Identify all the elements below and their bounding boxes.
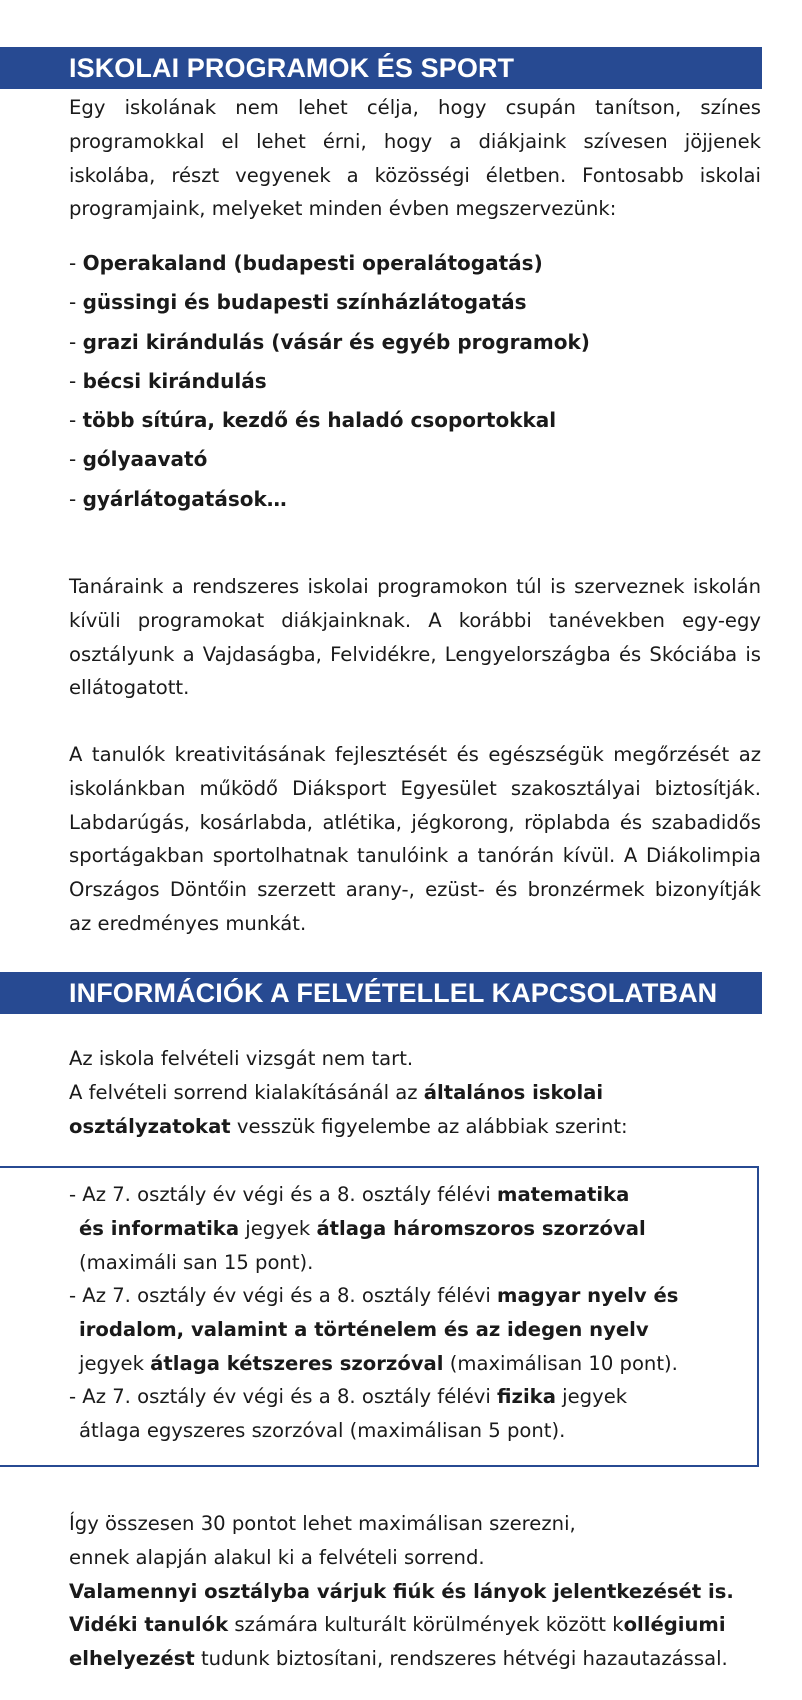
text-run-bold: irodalom, valamint a történelem és az idegen nyelv	[79, 1317, 649, 1341]
list-item	[69, 440, 761, 479]
text-run: - Az 7. osztály év végi és a 8. osztály félévi	[69, 1284, 498, 1307]
intro-paragraph: Egy iskolának nem lehet célja, hogy csupán tanítson, színes programokkal el lehet érni, hogy a diákjaink szívesen jöjjenek iskolába, részt vegyenek a közösségi életben. Fontosabb iskolai programjaink, melyeket minden évben megszervezünk:	[69, 96, 761, 221]
list-item	[69, 244, 761, 283]
text-run-bold: általános iskolai	[423, 1080, 604, 1104]
admission-intro	[69, 1042, 761, 1143]
text-run: tudunk biztosítani, rendszeres hétvégi hazautazással.	[194, 1647, 728, 1671]
text-run: (maximálisan 10 pont).	[443, 1351, 678, 1375]
list-dash: -	[69, 290, 83, 315]
text-run-bold: átlaga kétszeres szorzóval	[150, 1351, 444, 1375]
scoring-rule-1	[69, 1178, 646, 1279]
list-dash: -	[69, 251, 83, 275]
text-run-bold: osztályzatokat	[69, 1114, 231, 1138]
list-item	[69, 283, 761, 322]
list-dash: -	[69, 368, 83, 393]
text-run-bold: magyar nyelv és	[497, 1284, 679, 1307]
text-run: jegyek	[239, 1216, 317, 1240]
text-run: jegyek	[79, 1351, 151, 1375]
text-run-bold: elhelyezést	[69, 1647, 195, 1671]
list-item	[69, 323, 761, 362]
program-list	[69, 244, 761, 519]
scoring-rule-2	[69, 1279, 678, 1380]
section-heading-admission: INFORMÁCIÓK A FELVÉTELLEL KAPCSOLATBAN	[0, 972, 762, 1014]
text-run: A felvételi sorrend kialakításánál az	[69, 1080, 424, 1104]
text-run-bold: matematika	[497, 1183, 630, 1206]
list-item	[69, 362, 761, 401]
text-run: számára kulturált körülmények között k	[228, 1613, 624, 1637]
text-run: - Az 7. osztály év végi és a 8. osztály félévi	[69, 1385, 498, 1408]
text-run: - Az 7. osztály év végi és a 8. osztály félévi	[69, 1183, 498, 1206]
admission-line-2	[69, 1081, 603, 1104]
text-run: jegyek	[555, 1385, 628, 1408]
rule-line	[69, 1212, 646, 1246]
program-item-label: güssingi és budapesti színházlátogatás	[82, 290, 527, 315]
teachers-paragraph: Tanáraink a rendszeres iskolai programokon túl is szerveznek iskolán kívüli programokat diákjainknak. A korábbi tanévekben egy-egy osztályunk a Vajdaságba, Felvidékre, Lengyelországba és Skóciába is ellátogatott.	[69, 575, 761, 700]
list-dash: -	[69, 447, 83, 472]
rule-line	[69, 1183, 629, 1206]
scoring-rule-3	[69, 1380, 627, 1448]
list-dash: -	[69, 486, 83, 511]
text-run-bold: ollégiumi	[623, 1613, 726, 1637]
sport-paragraph: A tanulók kreativitásának fejlesztését és egészségük megőrzését az iskolánkban működő Diáksport Egyesület szakosztályai biztosítják. Labdarúgás, kosárlabda, atlétika, jégkorong, röplabda és szabadidős sportágakban sportolhatnak tanulóink a tanórán kívül. A Diákolimpia Országos Döntőin szerzett arany-, ezüst- és bronzérmek bizonyítják az eredményes munkát.	[69, 743, 761, 935]
rule-line	[69, 1347, 678, 1381]
program-item-label: bécsi kirándulás	[82, 368, 267, 393]
closing-line: ennek alapján alakul ki a felvételi sorrend.	[69, 1545, 485, 1569]
rule-line	[69, 1284, 678, 1307]
list-dash: -	[69, 408, 83, 433]
text-run-bold: fizika	[497, 1385, 556, 1408]
text-run-bold: Vidéki tanulók	[69, 1613, 229, 1637]
program-item-label: több sítúra, kezdő és haladó csoportokkal	[82, 408, 557, 433]
section-heading-programs: ISKOLAI PROGRAMOK ÉS SPORT	[0, 47, 762, 89]
text-run-bold: átlaga háromszoros szorzóval	[316, 1216, 646, 1240]
closing-line	[69, 1613, 726, 1636]
rule-line	[69, 1385, 627, 1408]
closing-line: Így összesen 30 pontot lehet maximálisan szerezni,	[69, 1512, 576, 1535]
rule-line: (maximáli san 15 pont).	[79, 1250, 314, 1274]
closing-line-bold: Valamennyi osztályba várjuk fiúk és lányok jelentkezését is.	[69, 1579, 734, 1603]
rule-line	[69, 1313, 678, 1347]
list-item	[69, 480, 761, 519]
program-item-label: grazi kirándulás (vásár és egyéb programok)	[82, 329, 590, 354]
closing-paragraph	[69, 1507, 761, 1676]
list-item	[69, 401, 761, 440]
program-item-label: gólyaavató	[82, 447, 208, 472]
program-item-label: gyárlátogatások…	[82, 486, 287, 511]
rule-line: átlaga egyszeres szorzóval (maximálisan 5 pont).	[79, 1418, 566, 1442]
text-run-bold: és informatika	[79, 1216, 240, 1240]
text-run: vesszük figyelembe az alábbiak szerint:	[230, 1114, 628, 1138]
program-item-label: Operakaland (budapesti operalátogatás)	[82, 251, 543, 275]
admission-line-3	[69, 1115, 628, 1138]
admission-line-1: Az iskola felvételi vizsgát nem tart.	[69, 1047, 414, 1070]
list-dash: -	[69, 329, 83, 354]
closing-line	[69, 1647, 728, 1670]
